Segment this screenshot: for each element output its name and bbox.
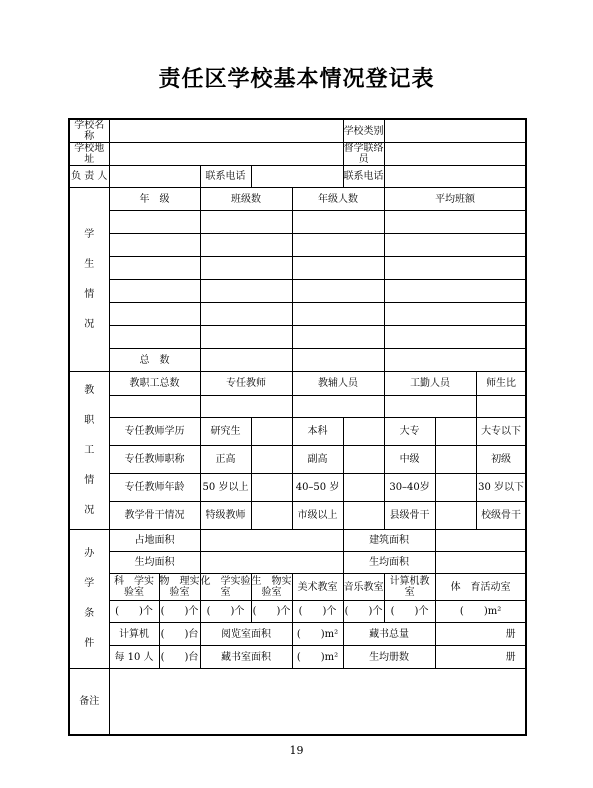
field-land-area[interactable] xyxy=(200,530,343,552)
field-liaison[interactable] xyxy=(384,143,526,166)
cell-label: 大专 xyxy=(384,418,435,446)
cell[interactable] xyxy=(251,418,292,446)
table-row xyxy=(69,646,526,669)
cell-label: 本科 xyxy=(292,418,343,446)
label-per-ten: 每 10 人 xyxy=(109,646,159,669)
cell[interactable] xyxy=(343,474,384,502)
field-library-area[interactable]: ( )m² xyxy=(292,646,343,669)
cell[interactable] xyxy=(200,349,292,372)
cell-label: 初级 xyxy=(476,446,526,474)
cell[interactable] xyxy=(109,257,200,280)
cell[interactable] xyxy=(251,502,292,530)
cell[interactable] xyxy=(109,326,200,349)
header-grade: 年 级 xyxy=(109,188,200,211)
cell[interactable] xyxy=(200,234,292,257)
room-label: 美术教室 xyxy=(292,574,343,601)
header-avg-class-size: 平均班额 xyxy=(384,188,526,211)
cell[interactable] xyxy=(109,234,200,257)
label-liaison: 督学联络员 xyxy=(343,143,384,165)
room-count[interactable]: ( )个 xyxy=(159,601,200,623)
table-row xyxy=(69,326,526,349)
cell[interactable] xyxy=(200,326,292,349)
table-row xyxy=(69,303,526,326)
label-remarks: 备注 xyxy=(69,669,109,735)
cell[interactable] xyxy=(292,303,384,326)
header-service-staff: 工勤人员 xyxy=(384,372,476,396)
table-row xyxy=(69,574,526,601)
label-book-total: 藏书总量 xyxy=(343,623,435,646)
room-label: 物 理实验室 xyxy=(159,574,200,601)
cell[interactable] xyxy=(200,396,292,418)
header-class-count: 班级数 xyxy=(200,188,292,211)
room-label: 体 育活动室 xyxy=(435,574,526,601)
room-count[interactable]: ( )个 xyxy=(292,601,343,623)
field-building-per-student[interactable] xyxy=(435,552,526,574)
cell[interactable] xyxy=(200,211,292,234)
cell[interactable] xyxy=(200,303,292,326)
room-label: 生 物实验室 xyxy=(251,574,292,601)
table-row xyxy=(69,601,526,623)
label-building-area: 建筑面积 xyxy=(343,530,435,552)
table-row xyxy=(69,257,526,280)
room-label: 科 学实验室 xyxy=(109,574,159,601)
field-school-name[interactable] xyxy=(109,119,343,143)
label-school-address: 学校地址 xyxy=(69,143,109,166)
cell[interactable] xyxy=(109,396,200,418)
room-count[interactable]: ( )个 xyxy=(200,601,251,623)
table-row xyxy=(69,280,526,303)
field-computers[interactable]: ( )台 xyxy=(159,623,200,646)
cell-label: 研究生 xyxy=(200,418,251,446)
cell[interactable] xyxy=(251,446,292,474)
section-staff: 教 职 工 情 况 xyxy=(69,372,109,530)
room-count[interactable]: ( )个 xyxy=(109,601,159,623)
header-total-staff: 教职工总数 xyxy=(109,372,200,396)
label-phone-2: 联系电话 xyxy=(343,166,384,188)
table-row xyxy=(69,211,526,234)
cell[interactable] xyxy=(384,396,476,418)
table-row xyxy=(69,418,526,446)
page-title: 责任区学校基本情况登记表 xyxy=(158,67,435,92)
label-school-name: 学校名称 xyxy=(69,119,109,143)
cell[interactable] xyxy=(476,396,526,418)
table-row xyxy=(69,234,526,257)
field-person-in-charge[interactable] xyxy=(109,166,200,188)
field-per-ten[interactable]: ( )台 xyxy=(159,646,200,669)
header-auxiliary-staff: 教辅人员 xyxy=(292,372,384,396)
room-count[interactable]: ( )个 xyxy=(343,601,384,623)
cell[interactable] xyxy=(292,257,384,280)
field-school-address[interactable] xyxy=(109,143,343,166)
cell-label: 特级教师 xyxy=(200,502,251,530)
label-books-per-student: 生均册数 xyxy=(343,646,435,669)
row-label: 专任教师职称 xyxy=(109,446,200,474)
label-total: 总 数 xyxy=(109,349,200,372)
cell[interactable] xyxy=(292,280,384,303)
label-building-per-student: 生均面积 xyxy=(343,552,435,574)
row-label: 专任教师学历 xyxy=(109,418,200,446)
cell[interactable] xyxy=(343,446,384,474)
room-label: 音乐教室 xyxy=(343,574,384,601)
field-school-type[interactable] xyxy=(384,119,526,143)
label-phone-1: 联系电话 xyxy=(200,166,251,188)
section-facilities: 办 学 条 件 xyxy=(69,530,109,669)
row-label: 专任教师年龄 xyxy=(109,474,200,502)
field-books-per-student[interactable]: 册 xyxy=(435,646,526,669)
cell[interactable] xyxy=(109,211,200,234)
field-land-per-student[interactable] xyxy=(200,552,343,574)
room-label: 计算机教 室 xyxy=(384,574,435,601)
cell[interactable] xyxy=(384,326,526,349)
cell[interactable] xyxy=(384,234,526,257)
cell[interactable] xyxy=(292,396,384,418)
field-book-total[interactable]: 册 xyxy=(435,623,526,646)
room-label: 化 学实验室 xyxy=(200,574,251,601)
cell[interactable] xyxy=(200,280,292,303)
cell[interactable] xyxy=(109,303,200,326)
cell[interactable] xyxy=(435,446,476,474)
header-full-time-teachers: 专任教师 xyxy=(200,372,292,396)
cell-label: 30–40岁 xyxy=(384,474,435,502)
field-phone-1[interactable] xyxy=(251,166,343,188)
cell[interactable] xyxy=(343,418,384,446)
cell[interactable] xyxy=(109,280,200,303)
cell-label: 大专以下 xyxy=(476,418,526,446)
cell[interactable] xyxy=(200,257,292,280)
room-count[interactable]: ( )m² xyxy=(435,601,526,623)
field-reading-room[interactable]: ( )m² xyxy=(292,623,343,646)
room-count[interactable]: ( )个 xyxy=(384,601,435,623)
cell[interactable] xyxy=(292,349,384,372)
label-reading-room: 阅览室面积 xyxy=(200,623,292,646)
cell[interactable] xyxy=(435,474,476,502)
cell[interactable] xyxy=(384,349,526,372)
label-land-area: 占地面积 xyxy=(109,530,200,552)
label-library-area: 藏书室面积 xyxy=(200,646,292,669)
cell[interactable] xyxy=(384,280,526,303)
cell[interactable] xyxy=(292,234,384,257)
registration-table xyxy=(68,118,527,736)
table-row xyxy=(69,623,526,646)
cell[interactable] xyxy=(384,257,526,280)
cell-label: 30 岁以下 xyxy=(476,474,526,502)
cell-label: 市级以上 xyxy=(292,502,343,530)
cell[interactable] xyxy=(384,303,526,326)
label-school-type: 学校类别 xyxy=(343,119,384,143)
cell[interactable] xyxy=(251,474,292,502)
table-row xyxy=(69,502,526,530)
row-label: 教学骨干情况 xyxy=(109,502,200,530)
header-grade-population: 年级人数 xyxy=(292,188,384,211)
cell-label: 50 岁以上 xyxy=(200,474,251,502)
header-teacher-student-ratio: 师生比 xyxy=(476,372,526,396)
cell-label: 40–50 岁 xyxy=(292,474,343,502)
cell[interactable] xyxy=(435,502,476,530)
cell[interactable] xyxy=(292,211,384,234)
room-count[interactable]: ( )个 xyxy=(251,601,292,623)
field-building-area[interactable] xyxy=(435,530,526,552)
cell-label: 校级骨干 xyxy=(476,502,526,530)
field-remarks[interactable] xyxy=(109,669,526,735)
label-land-per-student: 生均面积 xyxy=(109,552,200,574)
table-row xyxy=(69,446,526,474)
cell-label: 县级骨干 xyxy=(384,502,435,530)
label-person-in-charge: 负 责 人 xyxy=(69,166,109,188)
cell-label: 中级 xyxy=(384,446,435,474)
table-row xyxy=(69,474,526,502)
cell-label: 正高 xyxy=(200,446,251,474)
cell-label: 副高 xyxy=(292,446,343,474)
cell[interactable] xyxy=(435,418,476,446)
label-computers: 计算机 xyxy=(109,623,159,646)
page-number: 19 xyxy=(289,744,304,757)
section-student: 学 生 情 况 xyxy=(69,188,109,372)
cell[interactable] xyxy=(384,211,526,234)
table-row xyxy=(69,396,526,418)
field-phone-2[interactable] xyxy=(384,166,526,188)
cell[interactable] xyxy=(292,326,384,349)
cell[interactable] xyxy=(343,502,384,530)
